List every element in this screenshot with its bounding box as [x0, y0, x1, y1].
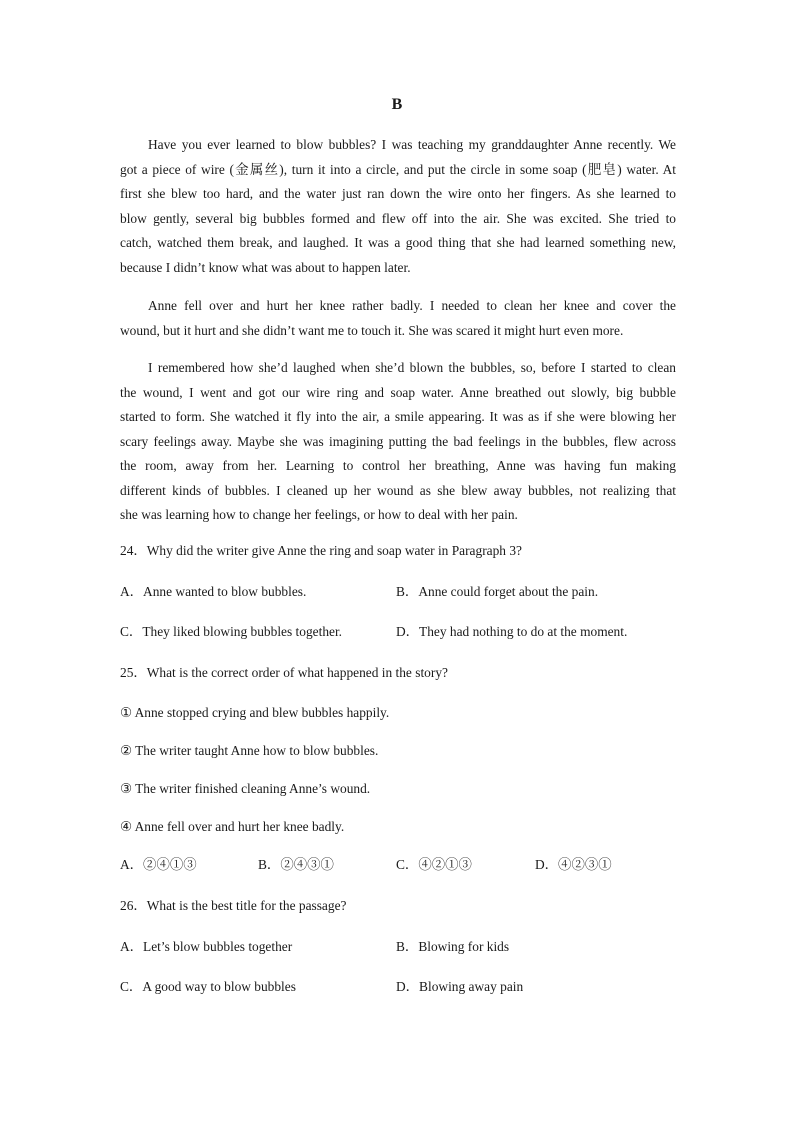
question-26-stem: 26．What is the best title for the passage?: [120, 898, 347, 913]
question-26-option-b[interactable]: B．Blowing for kids: [396, 939, 510, 954]
passage-paragraph-3: [120, 356, 676, 528]
question-26-option-d[interactable]: D．Blowing away pain: [396, 979, 524, 994]
question-24-option-d[interactable]: D．They had nothing to do at the moment.: [396, 624, 628, 639]
passage-line: scary feelings away. Maybe she was imagining putting the bad feelings in the bubbles, flew across: [120, 433, 676, 449]
passage-line: different kinds of bubbles. I cleaned up her wound as she blew away bubbles, not realizing that: [120, 482, 676, 498]
section-title: B: [391, 96, 403, 113]
passage-line: the room, away from her. Learning to control her breathing, Anne was having fun making: [120, 458, 676, 473]
passage-line: started to form. She watched it fly into the air, a smile appearing. It was as if she were blowing her: [120, 409, 676, 424]
question-24-option-b[interactable]: B．Anne could forget about the pain.: [396, 584, 599, 599]
question-24-stem: 24．Why did the writer give Anne the ring and soap water in Paragraph 3?: [120, 543, 522, 558]
question-25-event-2: ② The writer taught Anne how to blow bubbles.: [120, 743, 379, 758]
passage-line: blow gently, several big bubbles formed and flew off into the air. She was excited. She tried to: [120, 210, 676, 226]
passage-paragraph-2: [120, 294, 676, 343]
question-25-option-c[interactable]: C．④②①③: [396, 857, 472, 872]
question-26-option-a[interactable]: A．Let’s blow bubbles together: [120, 939, 293, 954]
question-25-stem: 25．What is the correct order of what happened in the story?: [120, 665, 448, 680]
passage-line: Anne fell over and hurt her knee rather badly. I needed to clean her knee and cover the: [148, 298, 676, 313]
question-24-option-c[interactable]: C．They liked blowing bubbles together.: [120, 624, 343, 639]
passage-line: catch, watched them break, and laughed. It was a good thing that she had learned something new,: [120, 235, 676, 250]
question-25-option-a[interactable]: A．②④①③: [120, 857, 197, 872]
question-25-event-3: ③ The writer finished cleaning Anne’s wound.: [120, 781, 371, 796]
question-25-option-b[interactable]: B．②④③①: [258, 857, 334, 872]
question-25-option-d[interactable]: D．④②③①: [535, 857, 612, 872]
passage-paragraph-1: [120, 133, 676, 280]
passage-line: she was learning how to change her feelings, or how to deal with her pain.: [120, 507, 518, 522]
passage-line: Have you ever learned to blow bubbles? I was teaching my granddaughter Anne recently. We: [148, 137, 676, 152]
passage-line: because I didn’t know what was about to happen later.: [120, 259, 411, 275]
passage-line: I remembered how she’d laughed when she’d blown the bubbles, so, before I started to clean: [148, 360, 676, 375]
question-25-event-1: ① Anne stopped crying and blew bubbles happily.: [120, 705, 390, 720]
passage-line: wound, but it hurt and she didn’t want me to touch it. She was scared it might hurt even more.: [120, 322, 624, 338]
question-26-option-c[interactable]: C．A good way to blow bubbles: [120, 979, 296, 994]
passage-line: first she blew too hard, and the water just ran down the wire onto her fingers. As she learned to: [120, 186, 676, 201]
passage-line: got a piece of wire (金属丝), turn it into a circle, and put the circle in some soap (肥皂) water. At: [120, 161, 676, 177]
question-25-event-4: ④ Anne fell over and hurt her knee badly.: [120, 819, 345, 834]
question-24-option-a[interactable]: A．Anne wanted to blow bubbles.: [120, 584, 307, 599]
passage-line: the wound, I went and got our wire ring and soap water. Anne breathed out slowly, big bubble: [120, 384, 676, 400]
